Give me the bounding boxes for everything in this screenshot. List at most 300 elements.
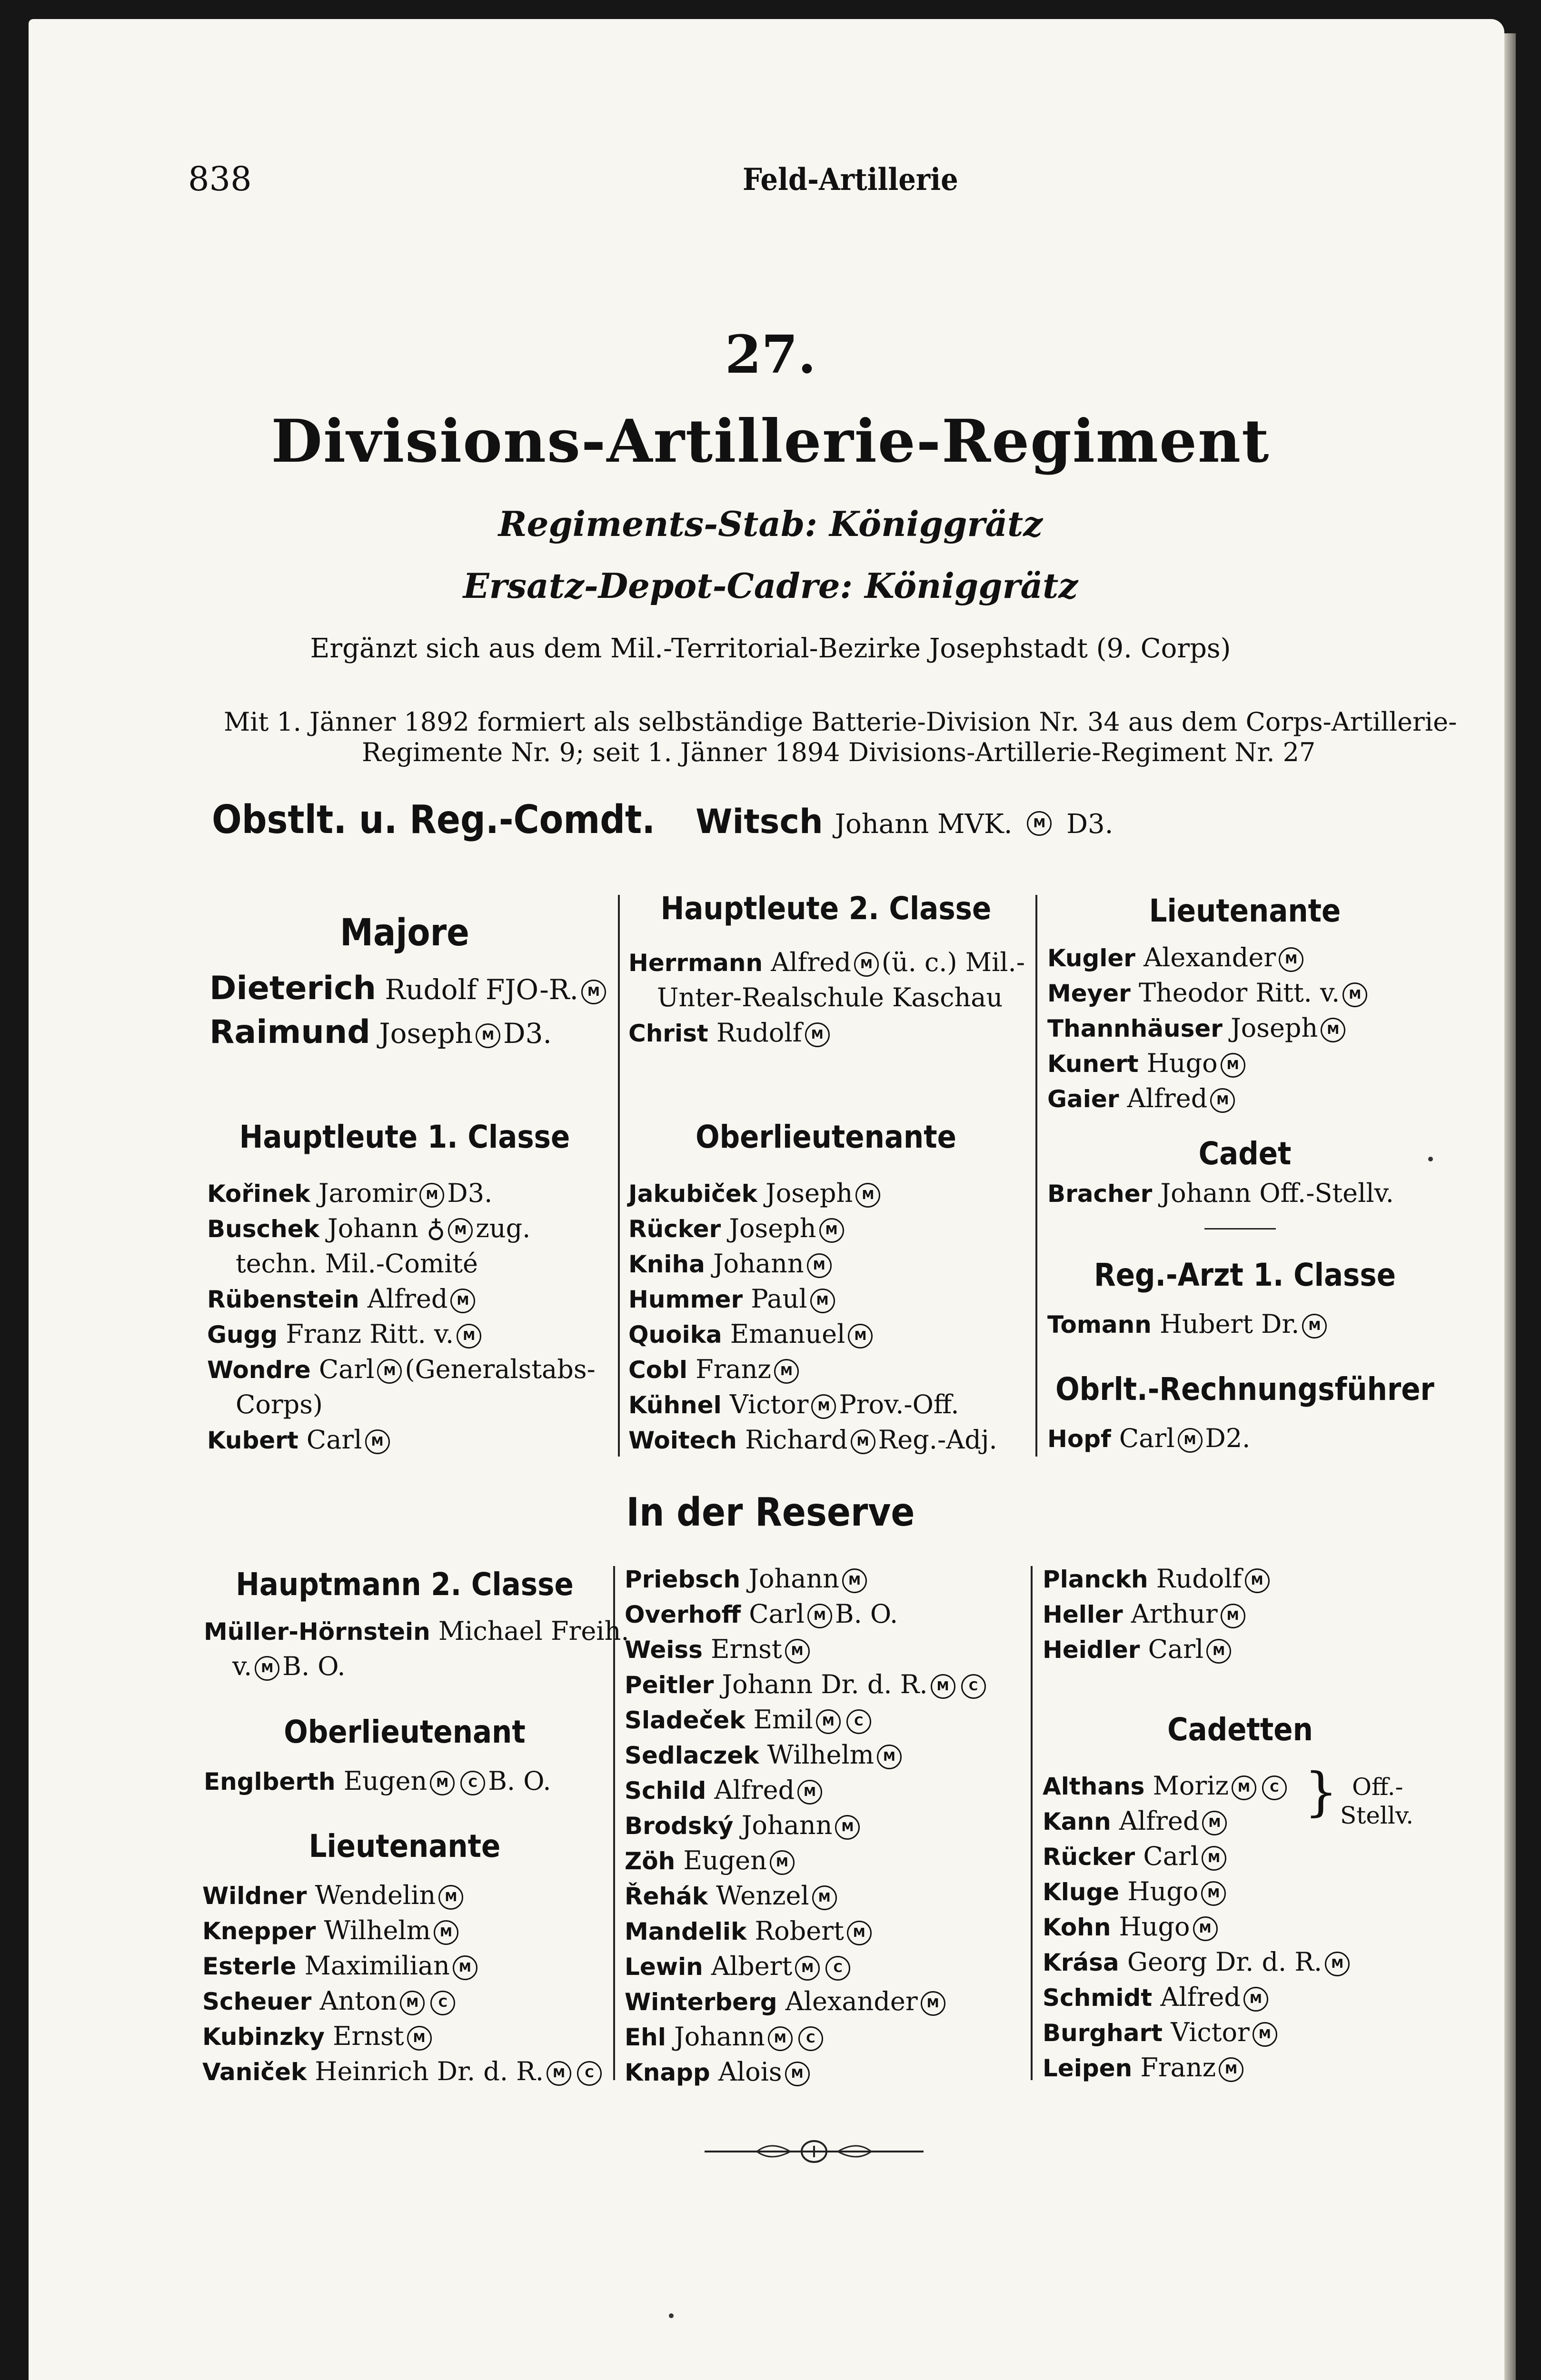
merit-badge-icon: M — [805, 1022, 830, 1047]
surname: Gugg — [207, 1321, 278, 1349]
history-paragraph — [224, 707, 1457, 768]
roster-entry — [1043, 1909, 1221, 1945]
c-badge-icon: C — [1262, 1775, 1287, 1800]
entry-suffix: D3. — [447, 1178, 493, 1208]
roster-entry — [1047, 975, 1370, 1011]
given-name: Paul — [751, 1284, 807, 1314]
surname: Dieterich — [209, 970, 377, 1007]
surname: Tomann — [1047, 1311, 1152, 1339]
roster-entry — [207, 1176, 492, 1211]
section-heading: Majore — [340, 912, 469, 954]
roster-entry — [1043, 2015, 1280, 2051]
merit-badge-icon: M — [807, 1604, 832, 1628]
c-badge-icon: C — [798, 2026, 823, 2051]
entry-suffix: B. O. — [835, 1599, 898, 1629]
merit-badge-icon: M — [365, 1429, 390, 1454]
commander-given: Johann MVK. — [835, 809, 1013, 840]
page-number: 838 — [188, 159, 252, 198]
roster-entry — [628, 1176, 883, 1211]
roster-entry — [1047, 1081, 1238, 1117]
section-heading: Lieutenante — [1149, 892, 1341, 929]
merit-badge-icon: M — [400, 1991, 425, 2015]
roster-entry — [625, 1737, 905, 1773]
given-name: Franz — [696, 1354, 771, 1384]
given-name: Johann — [748, 1564, 839, 1594]
surname: Kniha — [628, 1250, 705, 1278]
roster-entry — [625, 1984, 948, 2020]
given-name: Alfred — [1160, 1982, 1241, 2012]
surname: Heidler — [1043, 1636, 1140, 1664]
entry-suffix: Reg.-Adj. — [878, 1425, 997, 1455]
given-name: Alexander — [1143, 942, 1276, 972]
merit-badge-icon: M — [407, 2026, 432, 2051]
entry-prefix: v. — [232, 1651, 252, 1681]
merit-badge-icon: M — [1321, 1018, 1345, 1042]
given-name: Emanuel — [730, 1319, 845, 1349]
section-heading: Cadetten — [1167, 1711, 1313, 1748]
given-name: Albert — [711, 1951, 793, 1981]
surname: Christ — [628, 1020, 708, 1047]
surname: Gaier — [1047, 1085, 1119, 1113]
given-name: Carl — [306, 1425, 362, 1455]
given-name: Johann Dr. d. R. — [722, 1669, 928, 1699]
surname: Quoika — [628, 1321, 722, 1349]
surname: Raimund — [209, 1013, 370, 1051]
section-heading: Oberlieutenant — [284, 1714, 526, 1750]
given-name: Hubert Dr. — [1160, 1309, 1300, 1339]
roster-entry — [625, 1773, 825, 1808]
roster-entry — [625, 1702, 874, 1738]
surname: Knepper — [202, 1917, 316, 1945]
given-name: Hugo — [1146, 1048, 1218, 1078]
surname: Vaniček — [202, 2058, 307, 2086]
entry-suffix: B. O. — [488, 1766, 551, 1796]
commander-label: Obstlt. u. Reg.-Comdt. — [212, 797, 656, 843]
c-badge-icon: C — [460, 1771, 485, 1795]
roster-entry — [625, 1667, 989, 1703]
surname: Scheuer — [202, 1988, 312, 2015]
surname: Rücker — [1043, 1843, 1135, 1871]
merit-badge-icon: M — [1219, 2057, 1243, 2082]
surname: Řehák — [625, 1883, 708, 1910]
merit-badge-icon: M — [855, 1183, 880, 1208]
merit-badge-icon: M — [812, 1885, 837, 1910]
roster-entry — [625, 1597, 898, 1632]
c-badge-icon: C — [846, 1709, 871, 1734]
roster-entry — [207, 1317, 484, 1352]
ersatz-depot: Ersatz-Depot-Cadre: Königgrätz — [463, 565, 1078, 606]
given-name: Arthur — [1131, 1599, 1218, 1629]
roster-entry — [1043, 1874, 1229, 1910]
surname: Rübenstein — [207, 1286, 359, 1313]
surname: Englberth — [204, 1768, 336, 1795]
roster-entry — [1043, 2050, 1246, 2086]
surname: Leipen — [1043, 2054, 1133, 2082]
surname: Kohn — [1043, 1914, 1111, 1941]
merit-badge-icon: M — [255, 1656, 279, 1681]
roster-entry — [625, 1914, 875, 1949]
merit-badge-icon: M — [1027, 811, 1052, 836]
merit-badge-icon: M — [1202, 1811, 1227, 1835]
roster-entry — [628, 1387, 959, 1423]
given-name: Alfred — [367, 1284, 448, 1314]
merit-badge-icon: M — [854, 952, 879, 977]
given-name: Moriz — [1153, 1771, 1229, 1801]
given-name: Johann — [328, 1213, 418, 1243]
roster-entry — [628, 945, 1025, 981]
entry-suffix: (ü. c.) Mil.- — [881, 947, 1025, 977]
surname: Kluge — [1043, 1878, 1120, 1906]
given-name: Franz — [1140, 2053, 1216, 2082]
merit-badge-icon: M — [1302, 1314, 1327, 1339]
given-name: Carl — [1119, 1423, 1175, 1453]
merit-badge-icon: M — [931, 1674, 955, 1699]
roster-entry — [202, 1983, 458, 2019]
commander-suffix: D3. — [1066, 809, 1113, 840]
merit-badge-icon: M — [438, 1885, 463, 1910]
surname: Heller — [1043, 1601, 1123, 1628]
given-name: Carl — [1143, 1841, 1199, 1871]
roster-entry — [207, 1352, 596, 1388]
given-name: Michael Freih. — [438, 1616, 629, 1646]
merit-badge-icon: M — [377, 1359, 402, 1384]
roster-entry — [625, 1949, 853, 1984]
roster-entry — [1047, 1421, 1250, 1457]
surname: Sladeček — [625, 1706, 746, 1734]
entry-continuation: Unter-Realschule Kaschau — [657, 982, 1003, 1012]
column-rule-2 — [1035, 895, 1037, 1457]
merit-badge-icon: M — [1279, 947, 1303, 972]
given-name: Carl — [749, 1599, 805, 1629]
roster-entry — [628, 1317, 875, 1352]
given-name: Wenzel — [716, 1881, 809, 1911]
separator-rule — [1204, 1228, 1276, 1230]
merit-badge-icon: M — [457, 1324, 481, 1349]
surname: Herrmann — [628, 949, 763, 977]
entry-suffix: zug. — [476, 1213, 531, 1243]
surname: Müller-Hörnstein — [204, 1618, 430, 1646]
surname: Schild — [625, 1777, 706, 1805]
given-name: Rudolf — [716, 1018, 802, 1048]
surname: Overhoff — [625, 1601, 741, 1628]
roster-entry — [1047, 1176, 1394, 1211]
entry-suffix: B. O. — [282, 1651, 346, 1681]
merit-badge-icon: M — [774, 1359, 799, 1384]
roster-entry — [1047, 1046, 1248, 1081]
given-name: Alois — [718, 2057, 782, 2087]
merit-badge-icon: M — [816, 1709, 841, 1734]
given-name: Rudolf FJO-R. — [385, 973, 578, 1006]
entry-continuation: techn. Mil.-Comité — [236, 1249, 478, 1279]
merit-badge-icon: M — [430, 1771, 455, 1795]
given-name: Carl — [1148, 1634, 1204, 1664]
roster-entry — [202, 1948, 480, 1984]
roster-entry — [1043, 1597, 1248, 1632]
surname: Weiss — [625, 1636, 703, 1664]
given-name: Rudolf — [1156, 1564, 1242, 1594]
merit-badge-icon: M — [877, 1745, 902, 1769]
merit-badge-icon: M — [1232, 1775, 1256, 1800]
given-name: Carl — [318, 1354, 375, 1384]
surname: Kubinzky — [202, 2023, 325, 2051]
ornament-flourish-icon — [705, 2137, 924, 2166]
merit-badge-icon: M — [1342, 982, 1367, 1007]
surname: Woitech — [628, 1427, 737, 1454]
roster-entry — [628, 1422, 997, 1458]
column-rule-4 — [1031, 1566, 1033, 2080]
surname: Kühnel — [628, 1391, 722, 1419]
given-name: Wilhelm — [324, 1915, 431, 1945]
merit-badge-icon: M — [419, 1183, 444, 1208]
roster-entry — [628, 1352, 802, 1388]
given-name: Johann — [713, 1249, 804, 1279]
merit-badge-icon: M — [807, 1253, 832, 1278]
merit-badge-icon: M — [847, 1921, 872, 1945]
given-name: Hugo — [1119, 1912, 1190, 1942]
roster-entry — [1043, 1768, 1290, 1804]
roster-entry — [202, 2054, 605, 2090]
merit-badge-icon: M — [1325, 1952, 1350, 1976]
merit-badge-icon: M — [797, 1780, 822, 1805]
roster-entry — [207, 1211, 530, 1247]
surname: Krása — [1043, 1949, 1119, 1976]
entry-suffix: Prov.-Off. — [839, 1389, 959, 1419]
merit-badge-icon: M — [581, 980, 606, 1004]
given-name: Victor — [1171, 2017, 1250, 2047]
roster-entry — [1043, 1980, 1271, 2015]
roster-entry — [625, 2054, 813, 2090]
roster-entry — [1043, 1632, 1234, 1667]
merit-badge-icon: M — [921, 1991, 945, 2016]
roster-entry — [628, 1015, 833, 1051]
given-name: Robert — [755, 1916, 844, 1946]
given-name: Ernst — [333, 2021, 404, 2051]
merit-badge-icon: M — [1202, 1846, 1226, 1871]
given-name: Alfred — [1127, 1083, 1208, 1113]
merit-badge-icon: M — [819, 1218, 844, 1243]
roster-entry — [628, 1281, 838, 1317]
regiment-title: Divisions-Artillerie-Regiment — [271, 407, 1270, 476]
roster-entry — [1043, 1561, 1273, 1597]
merit-badge-icon: M — [547, 2061, 571, 2086]
roster-entry — [202, 1913, 461, 1949]
roster-entry — [207, 1422, 393, 1458]
brace-note-1: Off.- — [1352, 1773, 1403, 1801]
given-name: Jaromir — [318, 1178, 417, 1208]
merit-badge-icon: M — [848, 1324, 873, 1349]
merit-badge-icon: M — [1221, 1604, 1245, 1628]
merit-badge-icon: M — [448, 1218, 473, 1243]
given-name: Johann — [674, 2022, 765, 2052]
medal-icon: ♁ — [426, 1213, 446, 1243]
surname: Lewin — [625, 1953, 703, 1981]
section-heading: Cadet — [1198, 1135, 1292, 1172]
merit-badge-icon: M — [811, 1394, 836, 1419]
merit-badge-icon: M — [1245, 1568, 1270, 1593]
page-edge — [1504, 33, 1516, 2380]
surname: Jakubiček — [628, 1180, 757, 1208]
given-name: Wilhelm — [767, 1740, 874, 1770]
given-name: Maximilian — [304, 1951, 450, 1981]
section-heading: Reg.-Arzt 1. Classe — [1094, 1257, 1396, 1293]
surname: Cobl — [628, 1356, 687, 1384]
roster-entry — [625, 1878, 840, 1914]
given-name: Alfred — [771, 947, 851, 977]
surname: Schmidt — [1043, 1984, 1153, 2012]
merit-badge-icon: M — [1178, 1428, 1203, 1453]
merit-badge-icon: M — [1210, 1088, 1235, 1113]
surname: Sedlaczek — [625, 1742, 759, 1769]
given-name: Alexander — [785, 1986, 918, 2016]
roster-entry — [1043, 1804, 1230, 1839]
surname: Burghart — [1043, 2019, 1163, 2047]
section-heading: Obrlt.-Rechnungsführer — [1055, 1371, 1434, 1408]
commander-line — [212, 797, 1113, 843]
brace-note-2: Stellv. — [1340, 1802, 1414, 1829]
roster-entry — [1047, 940, 1306, 976]
surname: Ehl — [625, 2023, 666, 2051]
c-badge-icon: C — [961, 1674, 986, 1699]
given-name: Georg Dr. d. R. — [1127, 1947, 1322, 1977]
merit-badge-icon: M — [1253, 2022, 1277, 2047]
entry-suffix: (Generalstabs- — [405, 1354, 596, 1384]
roster-entry — [625, 1808, 863, 1844]
given-name: Anton — [319, 1986, 398, 2016]
merit-badge-icon: M — [768, 2026, 793, 2051]
given-name: Eugen — [683, 1845, 767, 1875]
roster-entry — [628, 1246, 835, 1282]
surname: Bracher — [1047, 1180, 1153, 1208]
given-name: Johann — [741, 1810, 833, 1840]
surname: Knapp — [625, 2059, 710, 2086]
given-name: Hugo — [1127, 1876, 1199, 1906]
given-name: Richard — [745, 1425, 848, 1455]
entry-continuation: Corps) — [236, 1389, 323, 1419]
merit-badge-icon: M — [851, 1429, 875, 1454]
merit-badge-icon: M — [476, 1023, 500, 1048]
given-name: Franz Ritt. v. — [286, 1319, 454, 1349]
roster-entry — [1043, 1944, 1352, 1980]
history-line-1: Mit 1. Jänner 1892 formiert als selbständige Batterie-Division Nr. 34 aus dem Corps-Artillerie- — [224, 707, 1457, 737]
merit-badge-icon: M — [450, 1289, 475, 1313]
merit-badge-icon: M — [795, 1956, 820, 1981]
given-name: Alfred — [714, 1775, 795, 1805]
surname: Meyer — [1047, 980, 1131, 1007]
surname: Buschek — [207, 1215, 319, 1243]
page-speck — [669, 2313, 674, 2318]
entry-continuation — [204, 1649, 346, 1684]
merit-badge-icon: M — [453, 1955, 477, 1980]
roster-entry — [625, 1632, 813, 1667]
given-name: Joseph — [379, 1017, 473, 1050]
merit-badge-icon: M — [770, 1850, 795, 1875]
merit-badge-icon: M — [1206, 1639, 1231, 1664]
running-head: Feld-Artillerie — [743, 162, 958, 198]
surname: Kann — [1043, 1808, 1111, 1835]
surname: Wildner — [202, 1882, 307, 1910]
entry-suffix: D3. — [503, 1017, 552, 1050]
entry-suffix: D2. — [1205, 1423, 1251, 1453]
roster-entry — [202, 1878, 466, 1914]
surname: Brodský — [625, 1812, 734, 1840]
merit-badge-icon: M — [1221, 1053, 1245, 1078]
surname: Kořinek — [207, 1180, 310, 1208]
merit-badge-icon: M — [785, 1639, 810, 1664]
section-heading: Oberlieutenante — [696, 1119, 956, 1155]
roster-entry — [1047, 1011, 1348, 1046]
surname: Althans — [1043, 1773, 1145, 1800]
given-name: Ernst — [711, 1634, 782, 1664]
section-heading: Hauptmann 2. Classe — [236, 1566, 574, 1603]
given-name: Alfred — [1119, 1806, 1200, 1836]
ergaenzt-line: Ergänzt sich aus dem Mil.-Territorial-Bezirke Josephstadt (9. Corps) — [310, 633, 1231, 664]
section-heading: Lieutenante — [308, 1828, 501, 1864]
roster-entry — [625, 1561, 870, 1597]
roster-entry — [1047, 1307, 1330, 1342]
given-name: Heinrich Dr. d. R. — [315, 2056, 544, 2086]
given-name: Joseph — [729, 1213, 816, 1243]
roster-entry — [209, 971, 609, 1007]
roster-entry — [625, 2019, 826, 2055]
surname: Wondre — [207, 1356, 311, 1384]
roster-entry — [1043, 1839, 1229, 1874]
roster-entry — [202, 2019, 435, 2054]
given-name: Joseph — [1231, 1013, 1318, 1043]
surname: Priebsch — [625, 1566, 741, 1593]
merit-badge-icon: M — [785, 2062, 810, 2086]
merit-badge-icon: M — [434, 1920, 458, 1945]
surname: Hummer — [628, 1286, 743, 1313]
c-badge-icon: C — [430, 1991, 455, 2015]
given-name: Joseph — [766, 1178, 853, 1208]
roster-entry — [625, 1843, 797, 1879]
given-name: Johann Off.-Stellv. — [1160, 1178, 1394, 1208]
roster-entry — [207, 1281, 478, 1317]
merit-badge-icon: M — [842, 1568, 867, 1593]
surname: Mandelik — [625, 1918, 747, 1945]
regiment-number: 27. — [725, 324, 816, 385]
merit-badge-icon: M — [1243, 1987, 1268, 2012]
surname: Planckh — [1043, 1566, 1148, 1593]
given-name: Wendelin — [315, 1880, 436, 1910]
section-heading: Hauptleute 1. Classe — [239, 1119, 570, 1155]
surname: Kubert — [207, 1427, 298, 1454]
merit-badge-icon: M — [810, 1289, 835, 1313]
merit-badge-icon: M — [1201, 1881, 1226, 1906]
c-badge-icon: C — [825, 1956, 850, 1981]
surname: Rücker — [628, 1215, 721, 1243]
given-name: Victor — [729, 1389, 809, 1419]
surname: Kunert — [1047, 1050, 1139, 1078]
roster-entry — [204, 1614, 629, 1649]
surname: Kugler — [1047, 944, 1135, 972]
roster-entry — [628, 1211, 847, 1247]
surname: Hopf — [1047, 1425, 1111, 1453]
brace-mark: } — [1304, 1761, 1338, 1822]
section-heading: Hauptleute 2. Classe — [660, 890, 992, 927]
merit-badge-icon: M — [835, 1815, 860, 1840]
given-name: Eugen — [343, 1766, 428, 1796]
surname: Winterberg — [625, 1988, 777, 2016]
given-name: Theodor Ritt. v. — [1139, 978, 1340, 1008]
roster-entry — [204, 1764, 551, 1799]
surname: Zöh — [625, 1847, 676, 1875]
surname: Peitler — [625, 1671, 714, 1699]
merit-badge-icon: M — [1193, 1916, 1218, 1941]
surname: Thannhäuser — [1047, 1015, 1223, 1042]
commander-surname: Witsch — [696, 802, 823, 841]
given-name: Emil — [753, 1705, 813, 1735]
